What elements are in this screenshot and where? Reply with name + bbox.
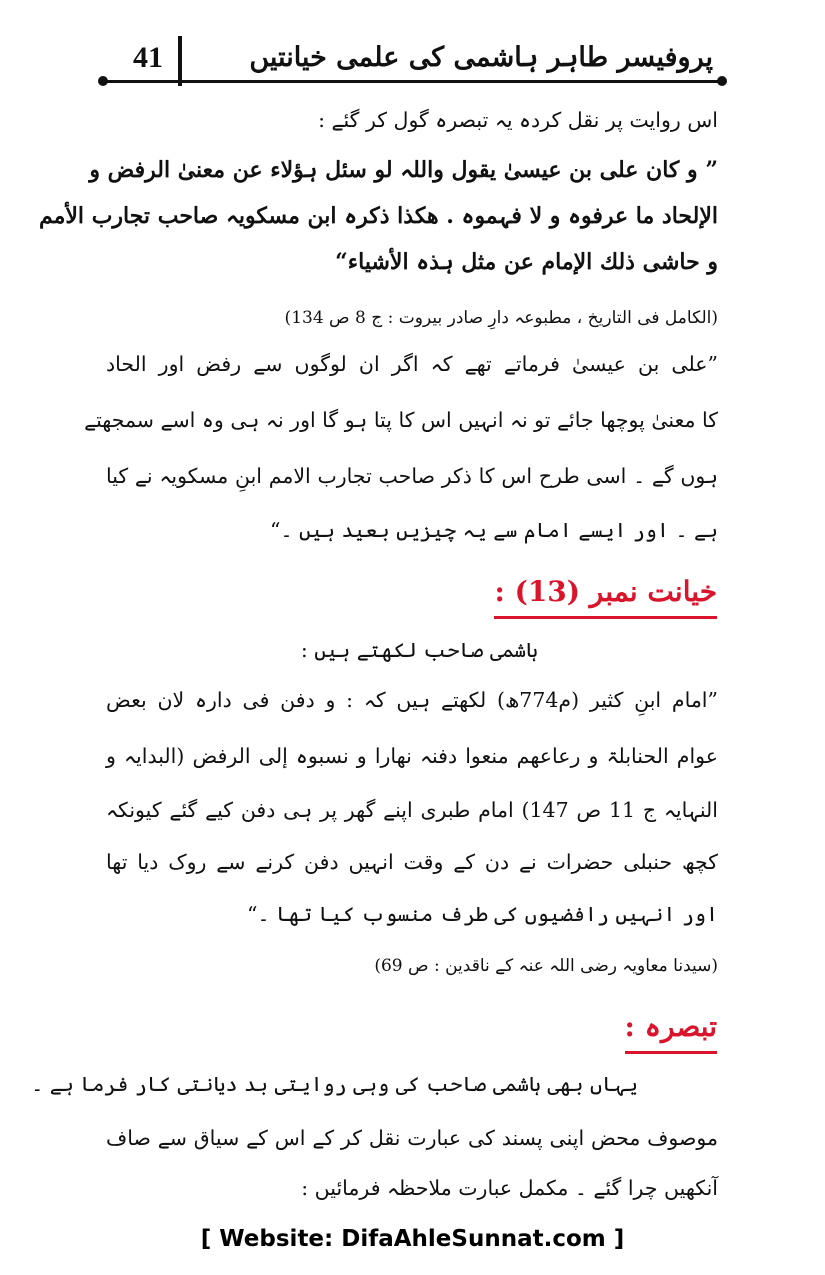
- tabsira-line: موصوف محض اپنی پسند کی عبارت نقل کر کے اس کے سیاق سے صاف: [106, 1126, 718, 1150]
- reference-citation: (الکامل فی التاریخ ، مطبوعہ دارِ صادر بیروت : ج 8 ص 134): [284, 308, 718, 328]
- header-divider: [178, 36, 182, 86]
- quote-line: ”امام ابنِ کثیر (م774ھ) لکھتے ہیں کہ : و دفن فی دارہ لان بعض: [106, 688, 718, 712]
- header-rule: [104, 80, 722, 83]
- website-footer: [ Website: DifaAhleSunnat.com ]: [200, 1226, 625, 1252]
- section-intro-text: ہاشمی صاحب لکھتے ہیں :: [300, 638, 538, 662]
- intro-line: اس روایت پر نقل کردہ یہ تبصرہ گول کر گئے :: [318, 108, 718, 132]
- header-rule-dot-left: [98, 76, 108, 86]
- section-heading-khayanat-13: خیانت نمبر (13) :: [494, 570, 717, 619]
- quote-line: اور انہیں رافضیوں کی طرف منسوب کیا تھا ۔“: [246, 902, 718, 926]
- tabsira-line: یہاں بھی ہاشمی صاحب کی وہی روایتی بد دیانتی کار فرما ہے ۔: [31, 1072, 638, 1096]
- urdu-translation-line: ”علی بن عیسیٰ فرماتے تھے کہ اگر ان لوگوں سے رفض اور الحاد: [106, 352, 718, 376]
- arabic-quote-line: ” و کان علی بن عیسیٰ یقول واللہ لو سئل ہؤلاء عن معنیٰ الرفض و: [89, 157, 718, 183]
- arabic-quote-line: و حاشی ذلك الإمام عن مثل ہذہ الأشیاء“: [335, 249, 718, 275]
- section-heading-tabsira: تبصرہ :: [625, 1005, 717, 1054]
- reference-citation: (سیدنا معاویہ رضی اللہ عنہ کے ناقدین : ص 69): [374, 956, 718, 976]
- book-title: پروفیسر طاہر ہاشمی کی علمی خیانتیں: [249, 42, 713, 73]
- page-number: 41: [133, 41, 163, 74]
- arabic-quote-line: الإلحاد ما عرفوہ و لا فہموہ . ھکذا ذکرہ ابن مسکویہ صاحب تجارب الأمم: [38, 203, 718, 229]
- quote-line: عوام الحنابلۃ و رعاعھم منعوا دفنہ نھارا و نسبوہ إلی الرفض (البدایہ و: [106, 744, 718, 768]
- quote-line: کچھ حنبلی حضرات نے دن کے وقت انہیں دفن کرنے سے روک دیا تھا: [106, 850, 718, 874]
- section-intro-line: [106, 630, 718, 670]
- header-rule-dot-right: [717, 76, 727, 86]
- urdu-translation-line: ہے ۔ اور ایسے امام سے یہ چیزیں بعید ہیں ۔“: [269, 518, 718, 542]
- urdu-translation-line: ہوں گے ۔ اسی طرح اس کا ذکر صاحب تجارب الامم ابنِ مسکویہ نے کیا: [106, 464, 718, 488]
- urdu-translation-line: کا معنیٰ پوچھا جائے تو نہ انہیں اس کا پتا ہو گا اور نہ ہی وہ اسے سمجھتے: [84, 408, 718, 432]
- tabsira-line: آنکھیں چرا گئے ۔ مکمل عبارت ملاحظہ فرمائیں :: [301, 1176, 718, 1200]
- quote-line: النہایہ ج 11 ص 147) امام طبری اپنے گھر پر ہی دفن کیے گئے کیونکہ: [106, 798, 718, 822]
